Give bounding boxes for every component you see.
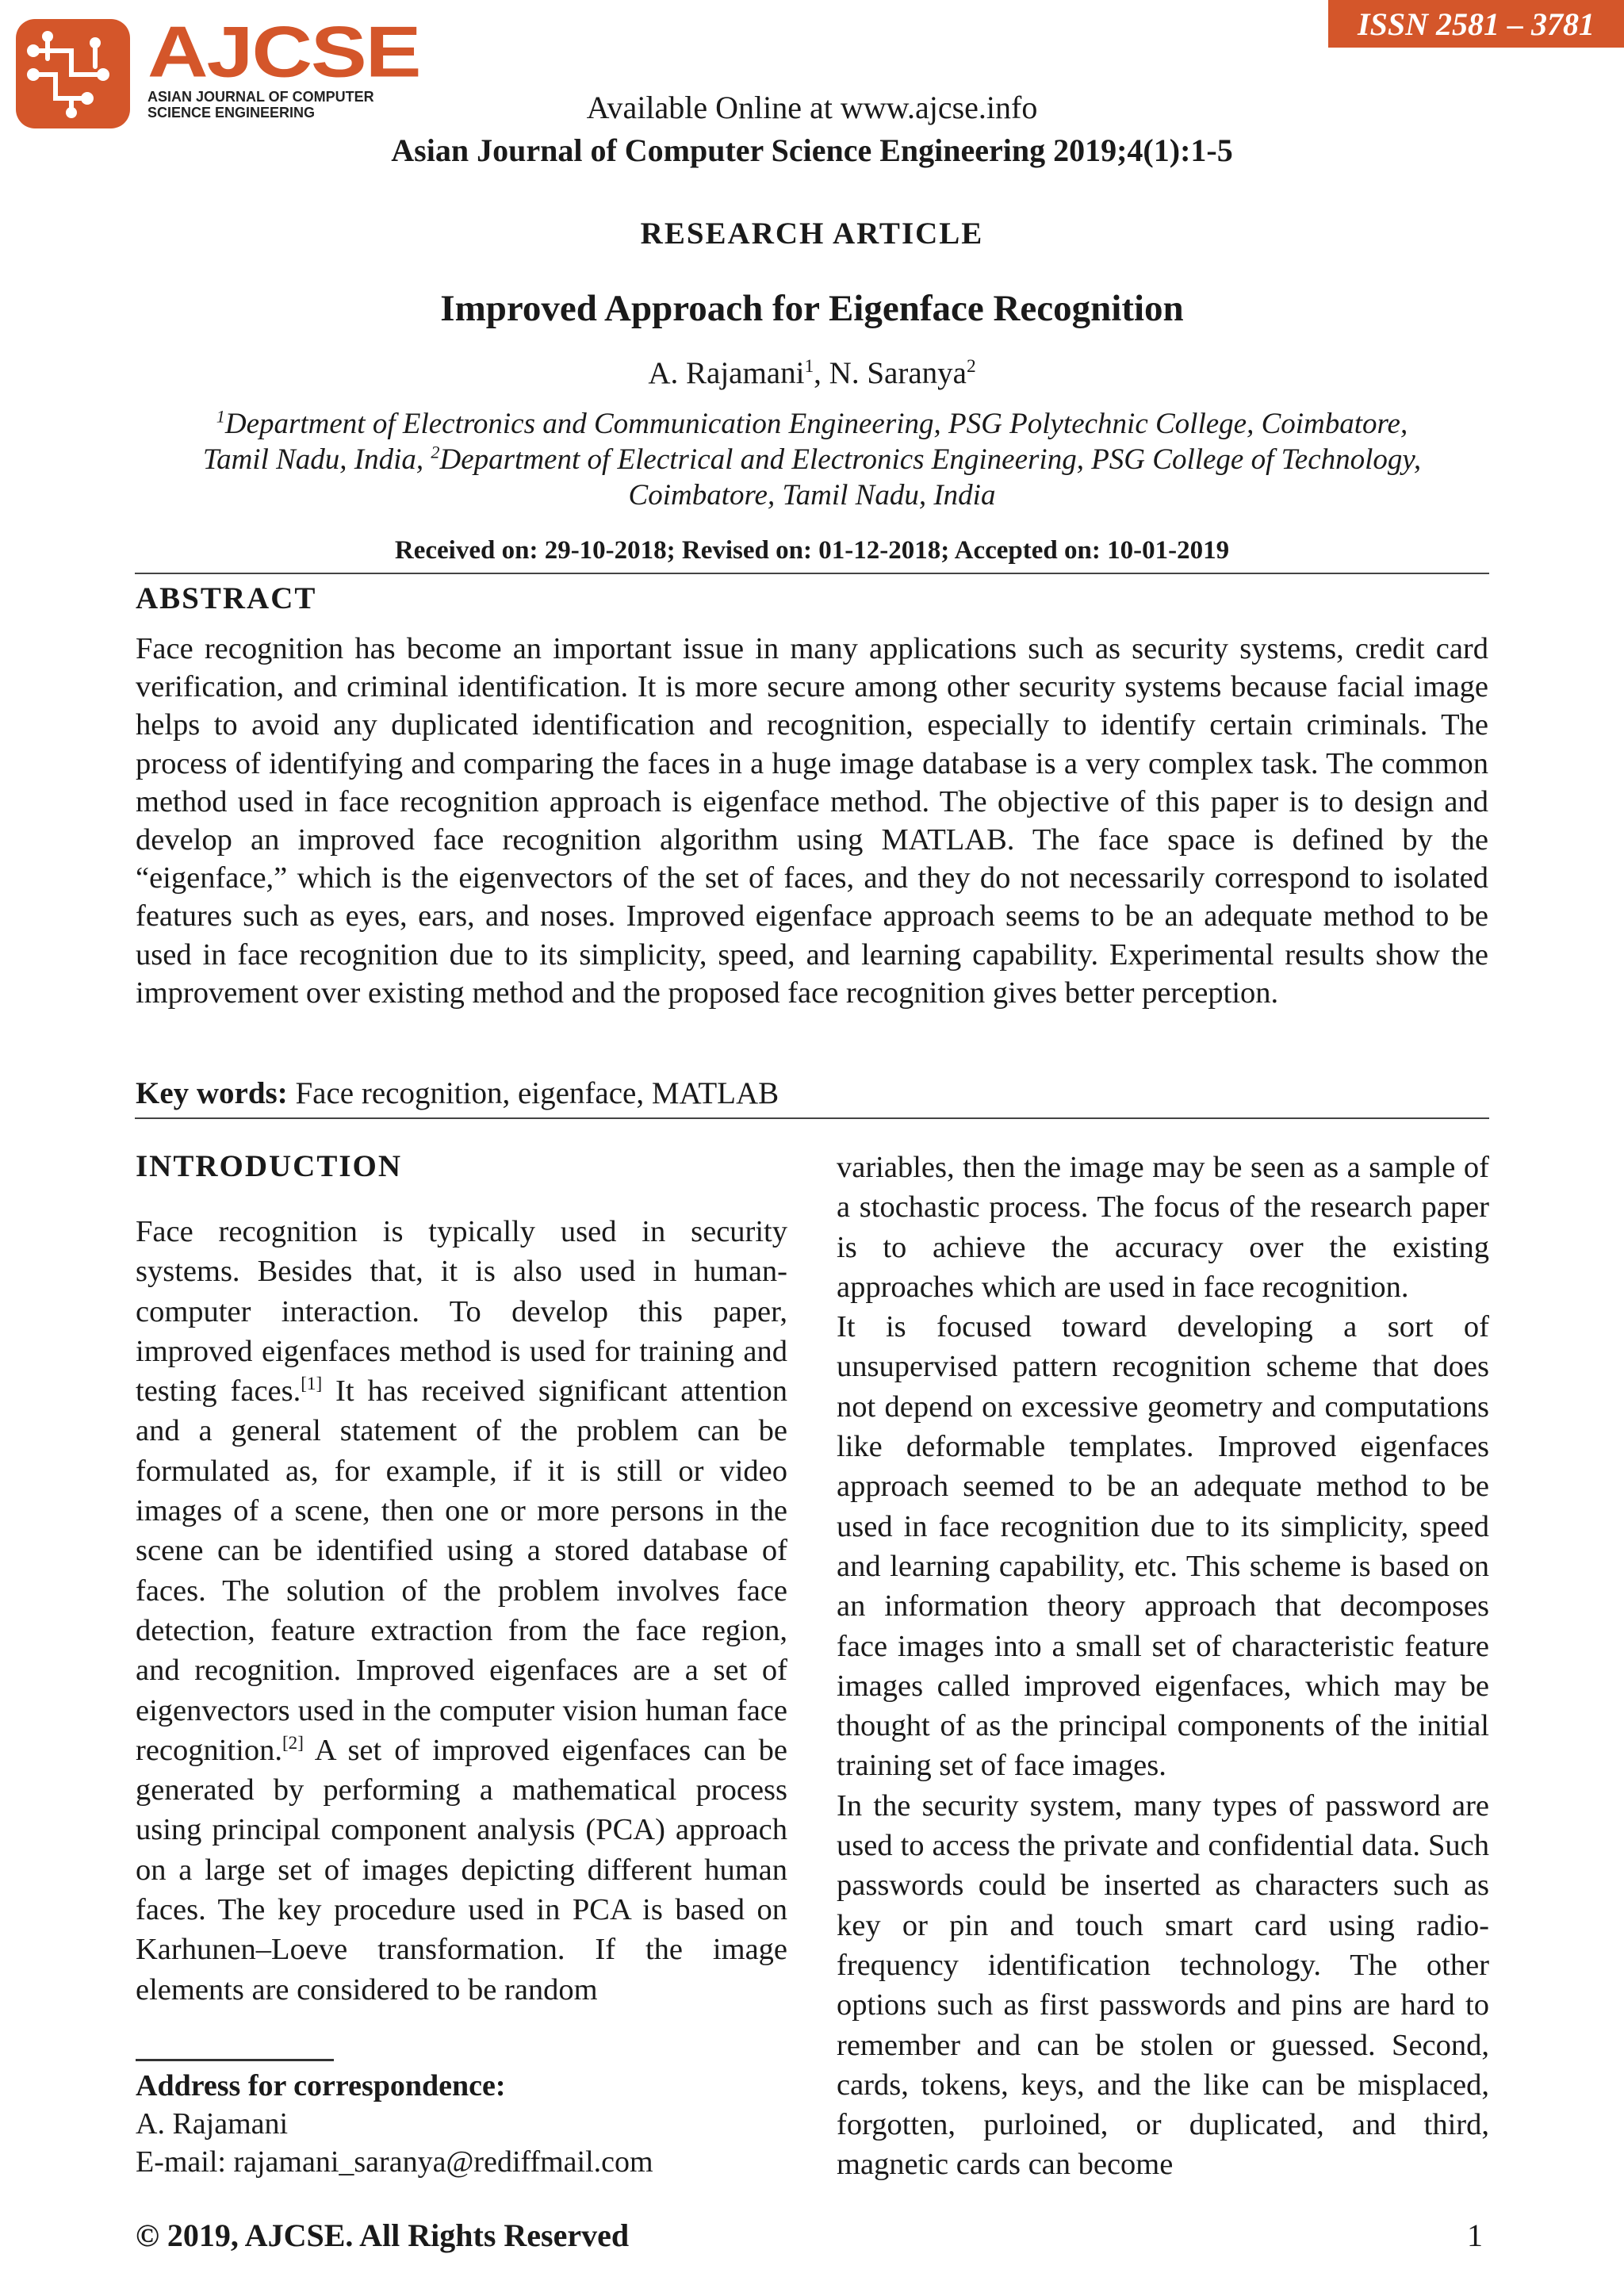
abstract-text: Face recognition has become an important issue in many applications such as security systems, credit card verification, and criminal identification. It is more secure among other security systems because facial image helps to avoid any duplicated identification and recognition, especially to identify certain criminals. The process of identifying and comparing the faces in a huge image database is a very complex task. The common method used in face recognition approach is eigenface method. The objective of this paper is to design and develop an improved face recognition algorithm using MATLAB. The face space is defined by the “eigenface,” which is the eigenvectors of the set of faces, and they do not necessarily correspond to isolated features such as eyes, ears, and noses. Improved eigenface approach seems to be an adequate method to be used in face recognition due to its simplicity, speed, and learning capability. Experimental results show the improvement over existing method and the proposed face recognition gives better perception.	[136, 632, 1488, 1010]
author-name: A. Rajamani	[648, 356, 805, 390]
keywords: Key words: Face recognition, eigenface, MATLAB	[136, 1076, 779, 1110]
intro-left-column: Face recognition is typically used in security systems. Besides that, it is also used in human-computer interaction. To develop this paper, improved eigenfaces method is used for training and testing faces.[1] It has received significant attention and a general statement of the problem can be formulated as, for example, if it is still or video images of a scene, then one or more persons in the scene can be identified using a stored database of faces. The solution of the problem involves face detection, feature extraction from the face region, and recognition. Improved eigenfaces are a set of eigenvectors used in the computer vision human face recognition.[2] A set of improved eigenfaces can be generated by performing a mathematical process using principal component analysis (PCA) approach on a large set of images depicting different human faces. The key procedure used in PCA is based on Karhunen–Loeve transformation. If the image elements are considered to be random	[136, 1215, 787, 2007]
author-name: N. Saranya	[829, 356, 967, 390]
issn-badge: ISSN 2581 – 3781	[1328, 0, 1624, 48]
author-list: A. Rajamani$^1$, N. Saranya$^2$	[648, 356, 976, 390]
footnote-rule	[136, 2059, 334, 2061]
divider	[135, 1117, 1489, 1119]
correspondence: Address for correspondence: A. Rajamani E-mail: rajamani_saranya@rediffmail.com	[136, 2067, 653, 2181]
page-number: 1	[1467, 2217, 1483, 2253]
article-title: Improved Approach for Eigenface Recognition	[440, 288, 1184, 329]
journal-citation: Asian Journal of Computer Science Engineering 2019;4(1):1-5	[391, 132, 1233, 168]
introduction-heading: INTRODUCTION	[136, 1149, 403, 1183]
article-dates: Received on: 29-10-2018; Revised on: 01-12-2018; Accepted on: 10-01-2019	[394, 536, 1230, 565]
email-address: E-mail: rajamani_saranya@rediffmail.com	[136, 2145, 653, 2179]
intro-right-column: variables, then the image may be seen as a sample of a stochastic process. The focus of the research paper is to achieve the accuracy over the existing approaches which are used in face recognition. It is focused toward developing a sort of unsupervised pattern recognition scheme that does not depend on excessive geometry and computations like deformable templates. Improved eigenfaces approach seemed to be an adequate method to be used in face recognition due to its simplicity, speed and learning capability, etc. This scheme is based on an information theory approach that decomposes face images into a small set of characteristic feature images called improved eigenfaces, which may be thought of as the principal components of the initial training set of face images. In the security system, many types of password are used to access the private and confidential data. Such passwords could be inserted as characters such as key or pin and touch smart card using radio-frequency identification technology. The other options such as first passwords and pins are hard to remember and can be stolen or guessed. Second, cards, tokens, keys, and the like can be misplaced, forgotten, purloined, or duplicated, and third, magnetic cards can become	[837, 1151, 1489, 2182]
affiliations: $^1$Department of Electronics and Communication Engineering, PSG Polytechnic College, Coimbatore, Tamil Nadu, India, $^2$Department of Electrical and Electronics Engineering, PSG College of Technology, Coimbatore, Tamil Nadu, India	[202, 406, 1422, 512]
journal-logo-subtitle: ASIAN JOURNAL OF COMPUTER SCIENCE ENGINEERING	[147, 89, 374, 121]
journal-logo-wordmark: AJCSE	[147, 11, 420, 93]
divider	[135, 573, 1489, 574]
article-type: RESEARCH ARTICLE	[640, 217, 984, 251]
copyright: © 2019, AJCSE. All Rights Reserved	[136, 2217, 630, 2253]
abstract-heading: ABSTRACT	[136, 581, 317, 615]
availability-line: Available Online at www.ajcse.info	[586, 90, 1038, 125]
